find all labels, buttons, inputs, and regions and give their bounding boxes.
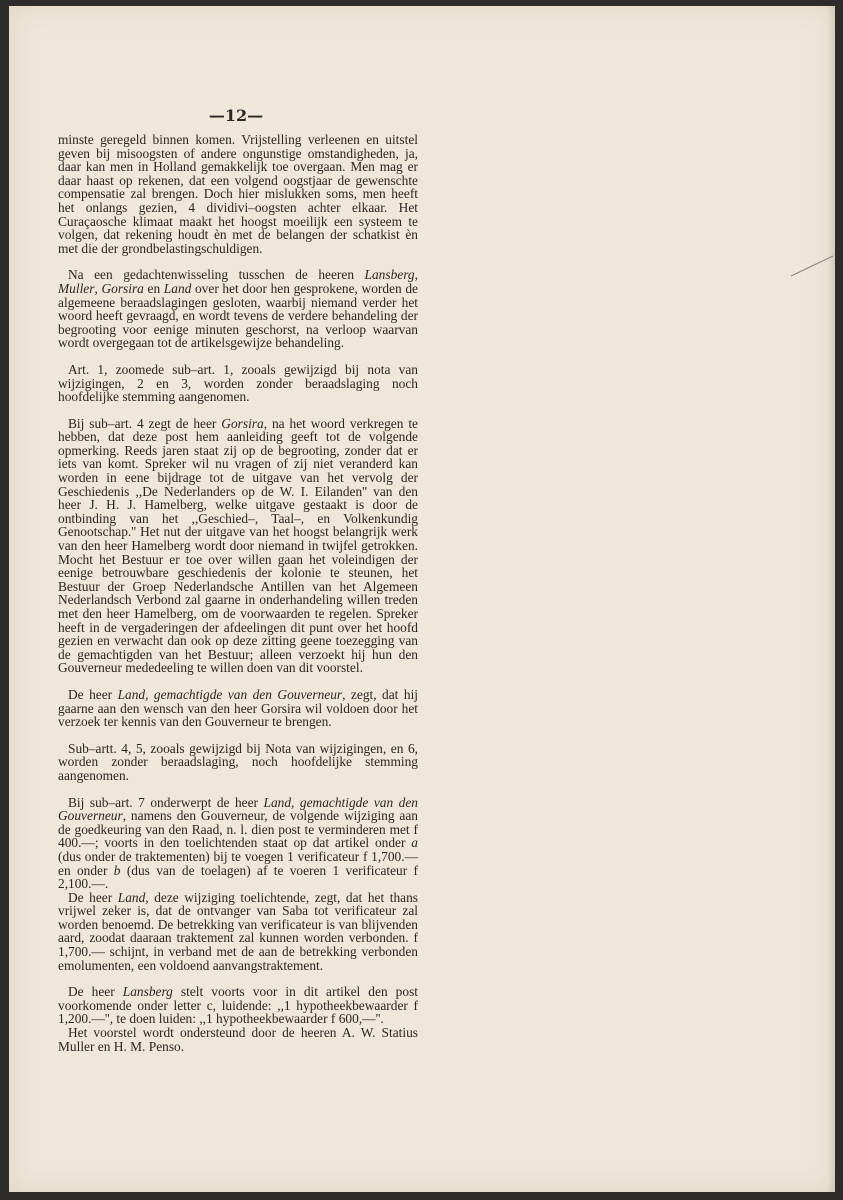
paragraph-sub-artt-4-5-6: Sub–artt. 4, 5, zooals gewijzigd bij Nota van wijzigingen, en 6, worden zonder beraadslaging, noch hoofdelijke stemming aangenomen. — [58, 740, 418, 783]
paragraph-lansberg-proposal: De heer Lansberg stelt voorts voor in dit artikel den post voorkomende onder letter c, luidende: ,,1 hypotheekbewaarder f 1,200.—'', te doen luiden: ,,1 hypotheekbewaarder f 600,—''. — [58, 984, 419, 1027]
paragraph-proposal-supported: Het voorstel wordt ondersteund door de heeren A. W. Statius Muller en H. M. Penso. — [58, 1025, 418, 1054]
paragraph-sub-art-7: Bij sub–art. 7 onderwerpt de heer Land, gemachtigde van den Gouverneur, namens den Gouverneur, de volgende wijziging aan de goedkeuring van den Raad, n. l. dien post te verminderen met f 400.—; voorts in den toelichtenden staat op dat artikel onder a (dus onder de traktementen) bij te voegen 1 verificateur f 1,700.— en onder b (dus van de toelagen) af te voeren 1 verificateur f 2,100.—. — [58, 794, 418, 892]
paragraph-sub-art-4: Bij sub–art. 4 zegt de heer Gorsira, na het woord verkregen te hebben, dat deze post hem aanleiding geeft tot de volgende opmerking. Reeds jaren staat zij op de begrooting, zonder dat er iets van komt. Spreker wil nu vragen of zij niet veranderd kan worden in eene bijdrage tot de uitgave van het vervolg der Geschiedenis ,,De Nederlanders op de W. I. Eilanden'' van den heer J. H. J. Hamelberg, welke uitgave gestaakt is door de ontbinding van het ,,Geschied–, Taal–, en Volkenkundig Genootschap.'' Het nut der uitgave van het hoogst belangrijk werk van den heer Hamelberg wordt door niemand in twijfel getrokken. Mocht het Bestuur er toe over willen gaan het voleindigen der eenige betrouwbare geschiedenis der kolonie te steunen, het Bestuur der Groep Nederlandsche Antillen van het Algemeen Nederlandsch Verbond zal gaarne in onderhandeling willen treden met den heer Hamelberg, om de voorwaarden te regelen. Spreker heeft in de vergaderingen der afdeelingen dit punt over het hoofd gezien en verwacht dan ook op deze zitting geene toezegging van de gemachtigden van het Bestuur; alleen verzoekt hij hun den Gouverneur mededeeling te willen doen van dit voorstel. — [58, 415, 419, 676]
body-text — [58, 133, 418, 1066]
page-number: —12— — [208, 106, 264, 125]
document-page — [9, 6, 835, 1192]
paragraph-tax-exemption: minste geregeld binnen komen. Vrijstelling verleenen en uitstel geven bij misoogsten of andere ongunstige omstandigheden, ja, daar kan men in Holland gemakkelijk toe overgaan. Men mag er daar haast op rekenen, dat een volgend oogstjaar de gewenschte compensatie zal brengen. Doch hier mislukken soms, men heeft het onlangs gezien, 4 dividivi–oogsten achter elkaar. Het Curaçaosche klimaat maakt het hoogst moeilijk een systeem te volgen, dat rekening houdt èn met de belangen der schatkist èn met die der grondbelastingschuldigen. — [58, 132, 418, 256]
paragraph-land-explanation: De heer Land, deze wijziging toelichtende, zegt, dat het thans vrijwel zeker is, dat de ontvanger van Saba tot verificateur zal worden benoemd. De betrekking van verificateur is van blijvenden aard, zoodat daaraan traktement zal kunnen worden verbonden. f 1,700.— schijnt, in verband met de aan de betrekking verbonden emolumenten, een voldoend aanvangstraktement. — [58, 889, 418, 973]
paragraph-land-reply: De heer Land, gemachtigde van den Gouverneur, zegt, dat hij gaarne aan den wensch van den heer Gorsira wil voldoen door het verzoek ter kennis van den Gouverneur te brengen. — [58, 686, 419, 730]
paragraph-general-deliberations: Na een gedachtenwisseling tusschen de heeren Lansberg, Muller, Gorsira en Land over het door hen gesprokene, worden de algemeene beraadslagingen gesloten, waarbij niemand verder het woord heeft gevraagd, en wordt tevens de verdere behandeling der begrooting voor eenige minuten geschorst, na verloop waarvan wordt overgegaan tot de artikelsgewijze behandeling. — [58, 267, 418, 351]
page-edge-shadow — [827, 6, 835, 1192]
pencil-mark-icon — [789, 254, 835, 278]
paragraph-article-1: Art. 1, zoomede sub–art. 1, zooals gewijzigd bij nota van wijzigingen, 2 en 3, worden zonder beraadslaging noch hoofdelijke stemming aangenomen. — [58, 361, 418, 405]
